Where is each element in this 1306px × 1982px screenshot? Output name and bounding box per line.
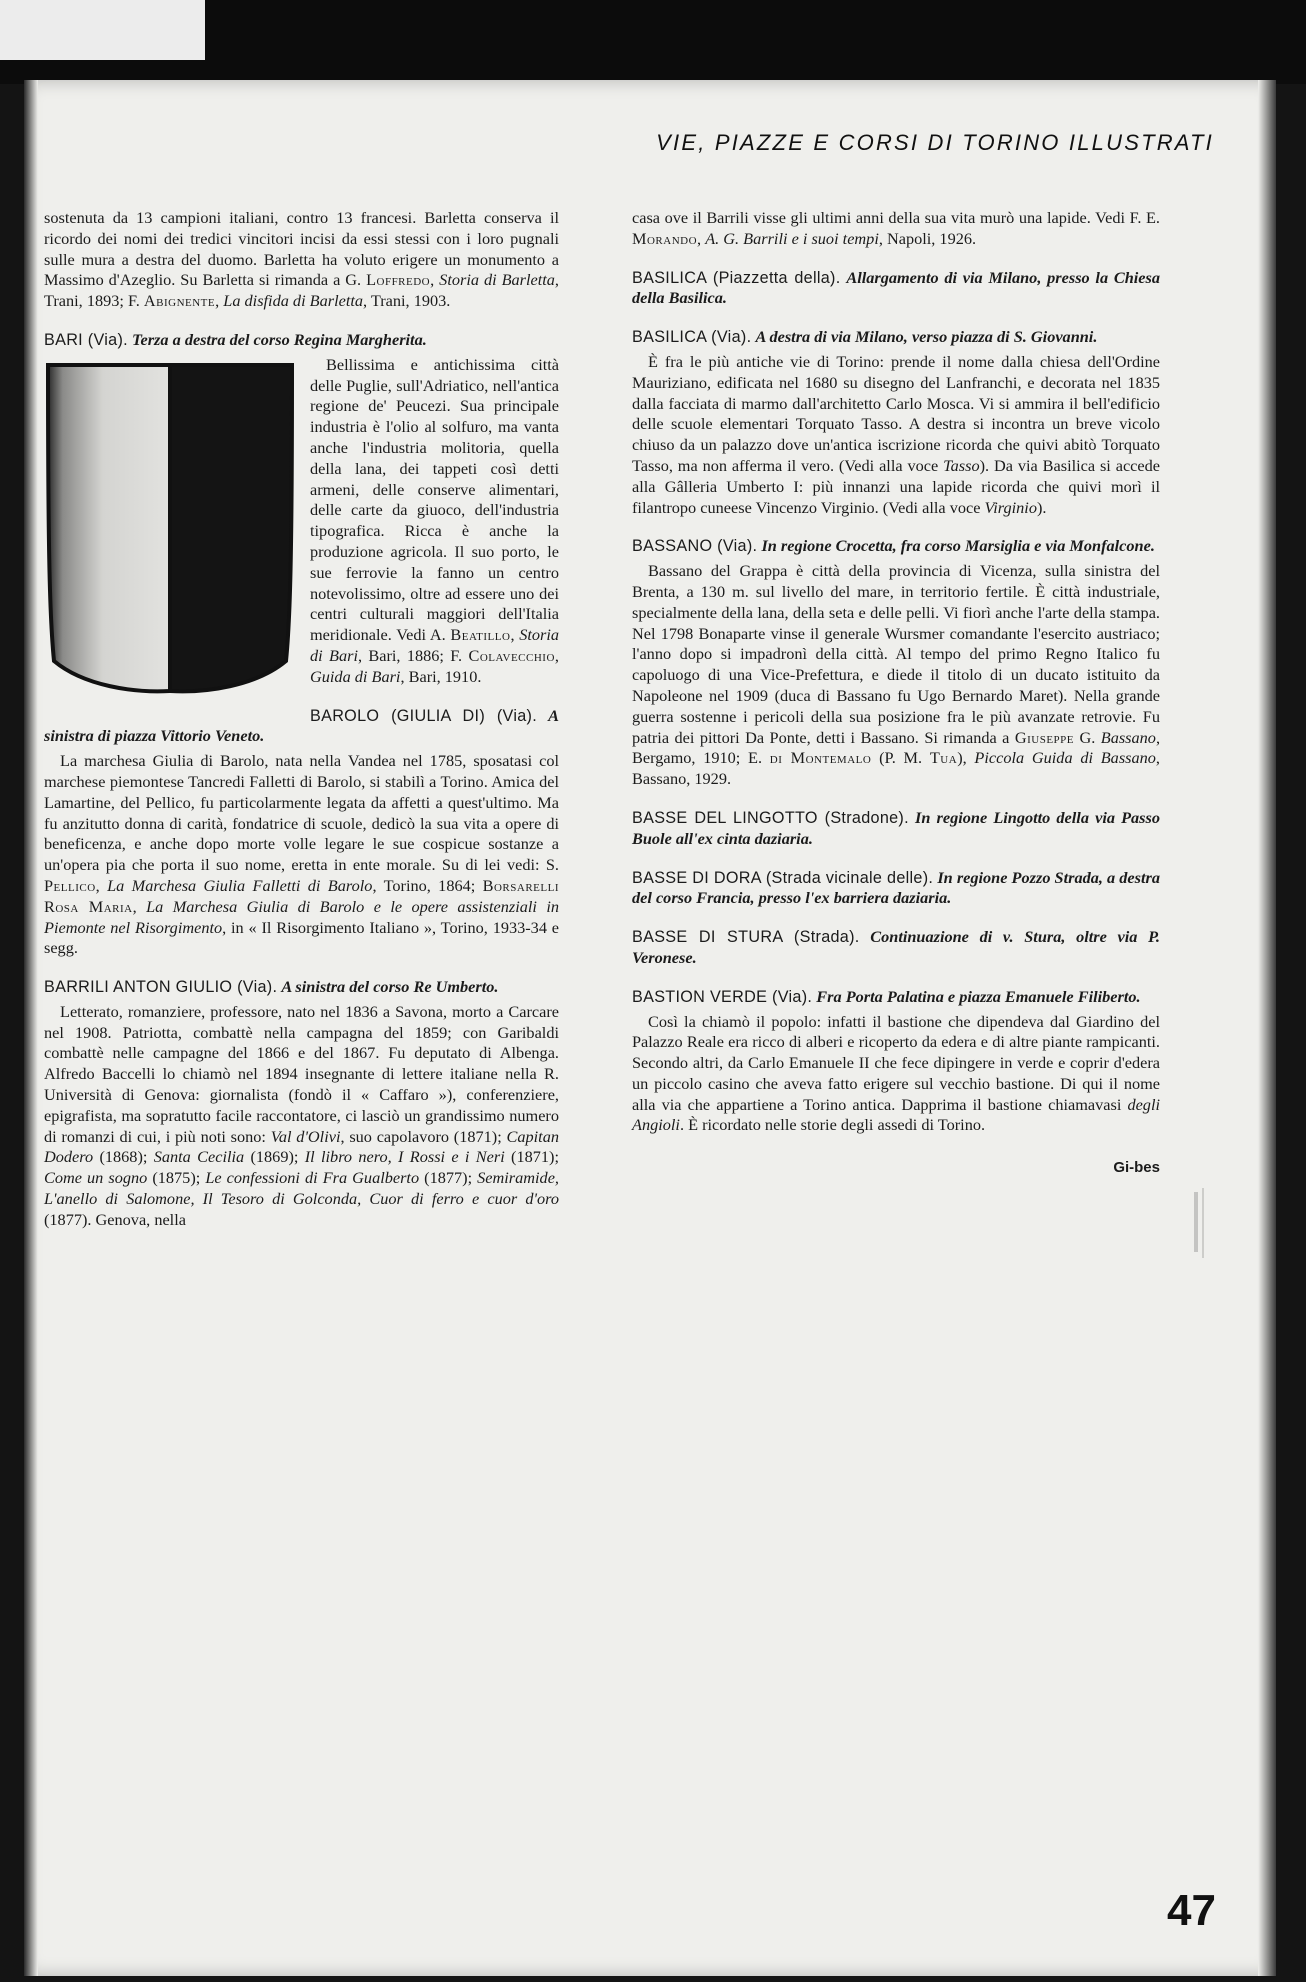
left-column [44, 208, 559, 1231]
italic-run: La Marchesa Giulia Falletti di Barolo [107, 875, 373, 895]
italic-run: A. G. Barrili e i suoi tempi [705, 228, 879, 248]
entry-title: BASSE DI DORA (Strada vicinale delle). [632, 868, 934, 887]
entry-basilica-piazzetta [632, 268, 1160, 310]
entry-basse-lingotto [632, 808, 1160, 850]
continuation-text: sostenuta da 13 campioni italiani, contro 13 francesi. Barletta conserva il ricordo dei nomi dei tredici vincitori incisi da essi stessi con i loro pugnali sulle mura a destra del duomo. Barletta ha voluto erigere un monumento a Massimo d'Azeglio. Su Barletta si rimanda a G. Loffredo, Storia di Barletta, Trani, 1893; F. Abignente, La disfida di Barletta, Trani, 1903. [44, 208, 559, 311]
shield-left-field [48, 365, 170, 691]
entry-location: In regione Pozzo Strada, a destra del corso Francia, presso l'ex barriera daziaria. [632, 867, 1160, 908]
entry-location: Terza a destra del corso Regina Margherita. [132, 329, 427, 349]
book-page [24, 80, 1276, 1976]
entry-bari [44, 330, 559, 688]
entry-body: La marchesa Giulia di Barolo, nata nella Vandea nel 1785, sposatasi col marchese piemontese Tancredi Falletti di Barolo, si stabilì a Torino. Amica del Lamartine, del Pellico, fu particolarmente legata da affetti a quest'ultimo. Ma fu anzitutto donna di carità, fondatrice di scuole, dedicò la sua vita a opere di beneficenza, e anche dopo morte volle legare le sue cospicue sostanze a un'opera pia che porta il suo nome, eretta in ente morale. Su di lei vedi: S. Pellico, La Marchesa Giulia Falletti di Barolo, Torino, 1864; Borsarelli Rosa Maria, La Marchesa Giulia di Barolo e le opere assistenziali in Piemonte nel Risorgimento, in « Il Risorgimento Italiano », Torino, 1933-34 e segg. [44, 751, 559, 958]
italic-run: Come un sogno [44, 1168, 148, 1188]
smallcaps-run: Tua [929, 748, 958, 768]
entry-bassano [632, 536, 1160, 790]
running-head: VIE, PIAZZE E CORSI DI TORINO ILLUSTRATI [656, 130, 1214, 155]
entry-title: BASILICA (Piazzetta della). [632, 268, 841, 287]
entry-basse-stura [632, 927, 1160, 969]
italic-run: La Marchesa Giulia di Barolo e le opere assistenziali in Piemonte nel Risorgimento [44, 896, 559, 937]
entry-title: BARI (Via). [44, 330, 128, 349]
italic-run: Guida di Bari [310, 666, 401, 686]
entry-body: È fra le più antiche vie di Torino: prende il nome dalla chiesa dell'Ordine Mauriziano, edificata nel 1680 su disegno del Lanfranchi, e decorata nel 1835 dalla facciata di marmo dall'architetto Carlo Mosca. Vi si ammira il bell'edificio delle scuole elementari Torquato Tasso. A destra si incontra un breve vicolo chiuso da un palazzo dove un'antica iscrizione ricorda che quivi abitò Torquato Tasso, ma non afferma il vero. (Vedi alla voce Tasso). Da via Basilica si accede alla Gâlleria Umberto I: più innanzi una lapide ricorda che quivi morì il filantropo cuneese Vincenzo Virginio. (Vedi alla voce Virginio). [632, 351, 1160, 517]
entry-location: In regione Crocetta, fra corso Marsiglia e via Monfalcone. [761, 536, 1155, 556]
entry-barolo [44, 706, 559, 960]
entry-basse-dora [632, 868, 1160, 910]
smallcaps-run: Abignente [143, 291, 216, 311]
italic-run: Tasso [943, 455, 980, 475]
italic-run: Piccola Guida di Bassano [974, 748, 1156, 768]
italic-run: La disfida di Barletta [223, 291, 364, 311]
entry-location: Allargamento di via Milano, presso la Chiesa della Basilica. [632, 267, 1161, 308]
entry-title: BASILICA (Via). [632, 328, 752, 347]
author-signature: Gi-bes [1113, 1159, 1160, 1177]
smallcaps-run: Colavecchio [468, 645, 555, 665]
entry-title: BASTION VERDE (Via). [632, 987, 813, 1006]
entry-location: A sinistra di piazza Vittorio Veneto. [44, 705, 559, 746]
coat-of-arms-image [44, 361, 296, 714]
italic-run: Val d'Olivi [270, 1126, 341, 1146]
entry-body: Letterato, romanziere, professore, nato nel 1836 a Savona, morto a Carcare nel 1908. Patriotta, combattè nella campagna del 1859; con Garibaldi combattè nelle campagne del 1866 e del 1867. Fu deputato di Albenga. Alfredo Baccelli lo chiamò nel 1894 insegnante di lettere italiane nella R. Università di Genova: giornalista (fondò il « Caffaro »), conferenziere, epigrafista, ma sopratutto facile raccontatore, ci lasciò un grandissimo numero di romanzi di cui, i più noti sono: Val d'Olivi, suo capolavoro (1871); Capitan Dodero (1868); Santa Cecilia (1869); Il libro nero, I Rossi e i Neri (1871); Come un sogno (1875); Le confessioni di Fra Gualberto (1877); Semiramide, L'anello di Salomone, Il Tesoro di Golconda, Cuor di ferro e cuor d'oro (1877). Genova, nella [44, 1001, 559, 1229]
entry-title: BASSANO (Via). [632, 537, 758, 556]
page-number: 47 [1167, 1886, 1216, 1935]
smallcaps-run: Pellico [44, 875, 96, 895]
shield-right-field [170, 365, 292, 691]
continuation-text: casa ove il Barrili visse gli ultimi anni della sua vita murò una lapide. Vedi F. E. Morando, A. G. Barrili e i suoi tempi, Napoli, 1926. [632, 208, 1160, 248]
italic-run: Santa Cecilia [153, 1147, 245, 1167]
entry-location: In regione Lingotto della via Passo Buole all'ex cinta daziaria. [632, 807, 1160, 848]
italic-run: Le confessioni di Fra Gualberto [205, 1168, 420, 1188]
entry-title: BARRILI ANTON GIULIO (Via). [44, 978, 278, 997]
smallcaps-run: Morando [632, 228, 698, 248]
smallcaps-run: di Montemalo [769, 748, 872, 768]
italic-run: Virginio [984, 497, 1037, 517]
italic-run: Storia di Barletta [439, 270, 555, 290]
entry-location: A destra di via Milano, verso piazza di S. Giovanni. [755, 327, 1098, 347]
italic-run: degli Angioli [632, 1094, 1160, 1135]
entry-body: Bellissima e antichissima città delle Puglie, sull'Adriatico, nell'antica regione de' Peucezi. Sua principale industria è l'olio al solfuro, ma vanta anche l'industria molitoria, quella della lana, dei tappeti così detti armeni, delle conserve alimentari, delle carte da giuoco, dell'industria tipografica. Ricca è anche la produzione agricola. Il suo porto, le sue ferrovie la fanno un centro notevolissimo, oltre ad essere uno dei centri culturali maggiori dell'Italia meridionale. Vedi A. Beatillo, Storia di Bari, Bari, 1886; F. Colavecchio, Guida di Bari, Bari, 1910. [310, 354, 559, 686]
right-column [632, 208, 1160, 1179]
entry-title: BASSE DEL LINGOTTO (Stradone). [632, 808, 909, 827]
entry-title: BAROLO (GIULIA DI) (Via). [310, 706, 538, 725]
smallcaps-run: Borsarelli Rosa Maria [44, 875, 559, 916]
entry-location: Fra Porta Palatina e piazza Emanuele Filiberto. [816, 986, 1141, 1006]
scan-top-border [0, 0, 1306, 84]
entry-title: BASSE DI STURA (Strada). [632, 928, 860, 947]
entry-barrili [44, 977, 559, 1231]
smallcaps-run: Beatillo [450, 625, 511, 645]
entry-basilica-via [632, 327, 1160, 518]
smallcaps-run: Giuseppe [1014, 727, 1074, 747]
italic-run: Semiramide, L'anello di Salomone, Il Tesoro di Golconda, Cuor di ferro e cuor d'oro [44, 1168, 559, 1209]
italic-run: Capitan Dodero [44, 1126, 559, 1167]
entry-body: Così la chiamò il popolo: infatti il bastione che dipendeva dal Giardino del Palazzo Reale era ricco di alberi e ricoperto da edera e di altre piante rampicanti. Secondo altri, da Carlo Emanuele II che fece dipingere in verde e coprir d'edera un piccolo casino che aveva fatto erigere sul vecchio bastione. Di qui il nome alla via che appartiene a Torino antica. Dapprima il bastione chiamavasi degli Angioli. È ricordato nelle storie degli assedi di Torino. [632, 1011, 1160, 1135]
entry-location: Continuazione di v. Stura, oltre via P. Veronese. [632, 927, 1160, 967]
italic-run: Storia di Bari [310, 625, 559, 665]
italic-run: Bassano [1100, 727, 1156, 747]
entry-location: A sinistra del corso Re Umberto. [281, 977, 499, 997]
italic-run: Il libro nero, I Rossi e i Neri [304, 1147, 505, 1167]
entry-bastion-verde [632, 987, 1160, 1137]
smallcaps-run: Loffredo [366, 270, 431, 290]
shield-icon [44, 361, 296, 714]
entry-body: Bassano del Grappa è città della provincia di Vicenza, sulla sinistra del Brenta, a 130 m. sul livello del mare, in territorio fertile. È città industriale, specialmente della lana, della seta e delle pelli. Vi fiorì anche l'arte della stampa. Nel 1798 Bonaparte vinse il generale Wursmer comandante l'esercito austriaco; l'anno dopo si impadronì della città. Al tempo del primo Regno Italico fu capoluogo di una Vice-Prefettura, e diede il titolo di un ducato istituito da Napoleone nel 1909 (duca di Bassano fu Ugo Bernardo Maret). Nella grande guerra sostenne i pericoli della sua posizione fra le più avanzate retrovie. Fu patria dei pittori Da Ponte, detti i Bassano. Si rimanda a Giuseppe G. Bassano, Bergamo, 1910; E. di Montemalo (P. M. Tua), Piccola Guida di Bassano, Bassano, 1929. [632, 561, 1161, 789]
